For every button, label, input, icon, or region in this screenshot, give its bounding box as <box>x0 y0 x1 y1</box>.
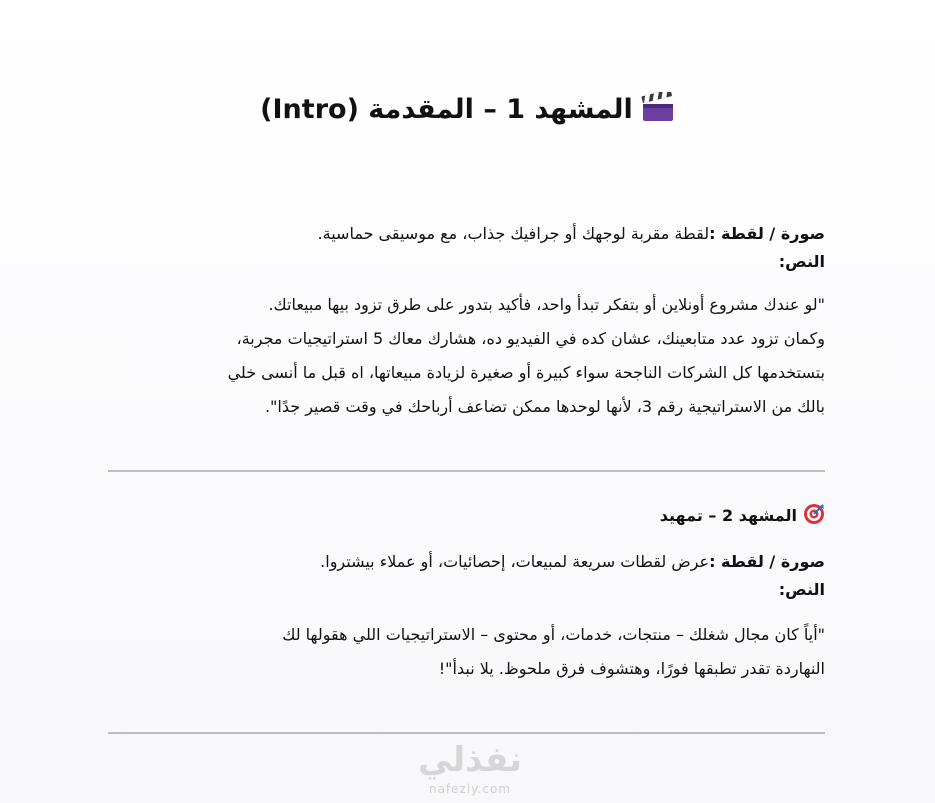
page-title <box>0 92 935 129</box>
watermark-domain: nafezly.com <box>428 782 512 796</box>
scene1-script-label: النص: <box>778 252 825 271</box>
scene2-image-label: صورة / لقطة : <box>709 552 825 571</box>
scene2-script-label-line <box>105 576 825 604</box>
scene1-image-label: صورة / لقطة : <box>709 224 825 243</box>
scene1-image-line <box>105 220 825 248</box>
scene1-script-label-line <box>105 248 825 276</box>
scene2-script-label: النص: <box>778 580 825 599</box>
section-divider <box>108 732 825 734</box>
scene1-script-line: "لو عندك مشروع أونلاين أو بتفكر تبدأ واحد، فأكيد بتدور على طرق تزود بيها مبيعاتك. <box>268 295 825 314</box>
target-icon <box>803 503 825 529</box>
section-divider <box>108 470 825 472</box>
watermark <box>410 740 530 796</box>
scene2-section <box>105 548 825 686</box>
page-title-text: المشهد 1 – المقدمة (Intro) <box>260 94 633 125</box>
scene1-section <box>105 220 825 424</box>
scene2-heading-text: المشهد 2 – تمهيد <box>659 506 797 525</box>
scene1-script-line: وكمان تزود عدد متابعينك، عشان كده في الفيديو ده، هشارك معاك 5 استراتيجيات مجربة، <box>236 329 825 348</box>
scene1-script-line: بتستخدمها كل الشركات الناجحة سواء كبيرة أو صغيرة لزيادة مبيعاتها، اه قبل ما أنسى خلي <box>227 363 825 382</box>
scene1-image-text: لقطة مقربة لوجهك أو جرافيك جذاب، مع موسيقى حماسية. <box>317 224 710 243</box>
scene1-script-line: بالك من الاستراتيجية رقم 3، لأنها لوحدها ممكن تضاعف أرباحك في وقت قصير جدًا". <box>264 397 825 416</box>
scene2-image-text: عرض لقطات سريعة لمبيعات، إحصائيات، أو عملاء بيشتروا. <box>320 552 710 571</box>
scene2-image-line <box>105 548 825 576</box>
watermark-logo: نفذلي <box>417 740 523 780</box>
scene2-script-line: "أياً كان مجال شغلك – منتجات، خدمات، أو محتوى – الاستراتيجيات اللي هقولها لك <box>282 625 825 644</box>
scene2-heading <box>660 503 825 529</box>
clapperboard-icon <box>641 92 675 129</box>
scene2-script-line: النهاردة تقدر تطبقها فورًا، وهتشوف فرق ملحوظ. يلا نبدأ"! <box>438 659 825 678</box>
